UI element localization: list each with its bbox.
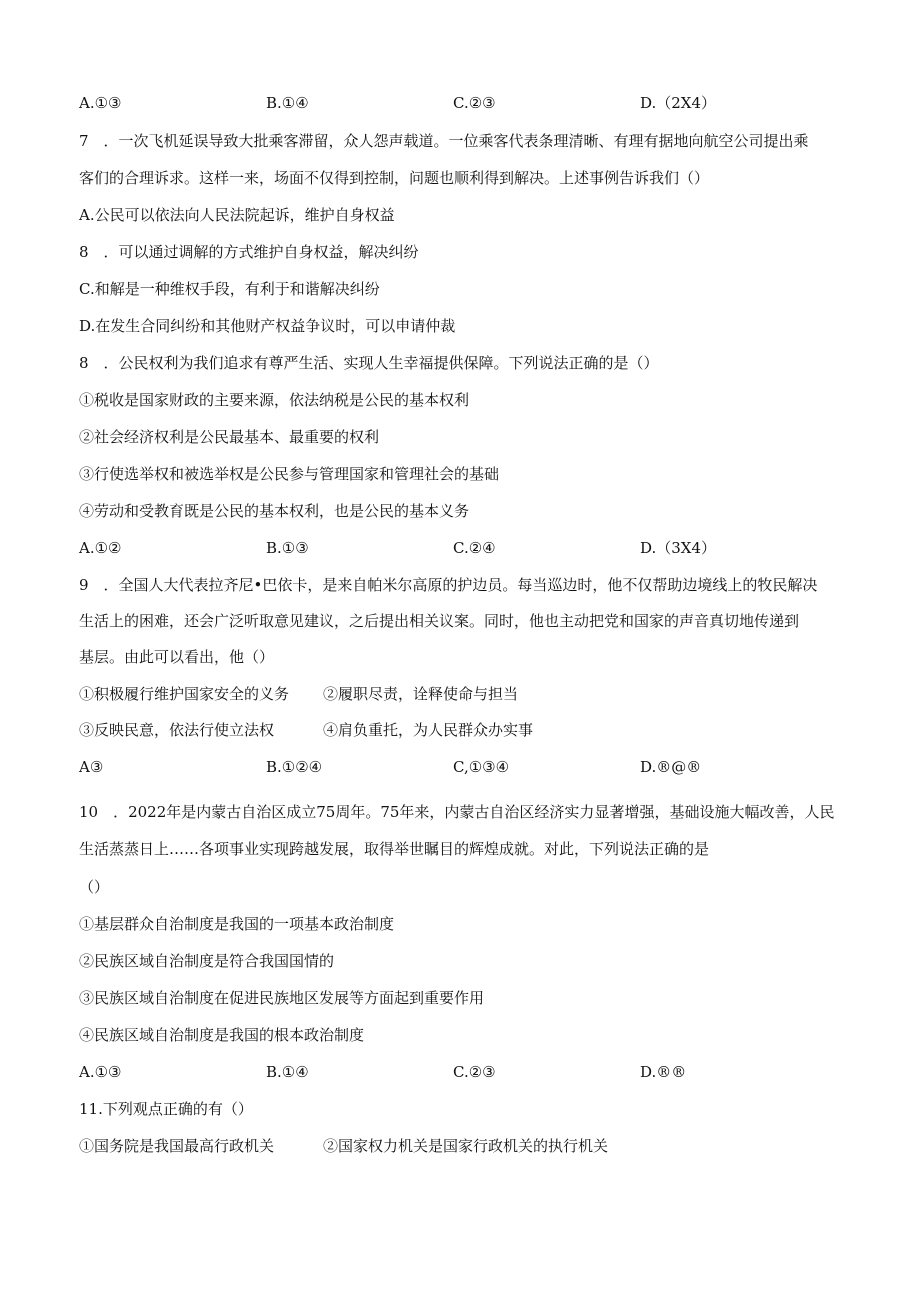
q11-stem: 11.下列观点正确的有（） [79, 1100, 253, 1118]
q9-option-a: A③ [79, 758, 104, 776]
q7-option-d: D.在发生合同纠纷和其他财产权益争议时，可以申请仲裁 [79, 317, 456, 335]
q7-option-b: 8 ．可以通过调解的方式维护自身权益，解决纠纷 [79, 243, 419, 261]
q8-option-b: B.①③ [266, 539, 309, 557]
q8-item-4: ④劳动和受教育既是公民的基本权利，也是公民的基本义务 [79, 502, 470, 520]
q9-item-3: ③反映民意，依法行使立法权 [79, 721, 275, 739]
q6-option-a: A.①③ [79, 94, 122, 112]
q10-option-a: A.①③ [79, 1063, 122, 1081]
q9-stem-line1: 9 ．全国人大代表拉齐尼•巴依卡，是来自帕米尔高原的护边员。每当巡边时，他不仅帮助边境线上的牧民解决 [79, 576, 818, 594]
q10-item-1: ①基层群众自治制度是我国的一项基本政治制度 [79, 915, 395, 933]
q6-option-d: D.（2X4） [640, 94, 717, 112]
q10-stem-line2: 生活蒸蒸日上……各项事业实现跨越发展，取得举世瞩目的辉煌成就。对此，下列说法正确的是 [79, 840, 710, 858]
q9-stem-line2: 生活上的困难，还会广泛听取意见建议，之后提出相关议案。同时，他也主动把党和国家的声音真切地传递到 [79, 612, 800, 630]
q10-option-b: B.①④ [266, 1063, 309, 1081]
q6-option-c: C.②③ [453, 94, 496, 112]
q9-option-c: C,①③④ [453, 758, 510, 776]
q11-item-2: ②国家权力机关是国家行政机关的执行机关 [323, 1137, 609, 1155]
q7-option-c: C.和解是一种维权手段，有利于和谐解决纠纷 [79, 280, 380, 298]
q7-option-a: A.公民可以依法向人民法院起诉，维护自身权益 [79, 206, 395, 224]
q10-option-c: C.②③ [453, 1063, 496, 1081]
q10-stem-line3: （） [79, 878, 110, 896]
q10-item-4: ④民族区域自治制度是我国的根本政治制度 [79, 1026, 365, 1044]
q9-option-b: B.①②④ [266, 758, 323, 776]
q9-item-4: ④肩负重托，为人民群众办实事 [323, 721, 534, 739]
q10-option-d: D.®® [640, 1063, 687, 1081]
q9-item-1: ①积极履行维护国家安全的义务 [79, 685, 290, 703]
q8-stem: 8 ．公民权利为我们追求有尊严生活、实现人生幸福提供保障。下列说法正确的是（） [79, 354, 659, 372]
q8-item-1: ①税收是国家财政的主要来源，依法纳税是公民的基本权利 [79, 391, 470, 409]
q6-option-b: B.①④ [266, 94, 309, 112]
q8-option-d: D.（3X4） [640, 539, 717, 557]
q7-stem-line1: 7 ．一次飞机延误导致大批乘客滞留，众人怨声载道。一位乘客代表条理清晰、有理有据地向航空公司提出乘 [79, 132, 809, 150]
q9-stem-line3: 基层。由此可以看出，他（） [79, 648, 275, 666]
q10-item-3: ③民族区域自治制度在促进民族地区发展等方面起到重要作用 [79, 989, 485, 1007]
q8-item-3: ③行使选举权和被选举权是公民参与管理国家和管理社会的基础 [79, 465, 500, 483]
q11-item-1: ①国务院是我国最高行政机关 [79, 1137, 275, 1155]
q10-stem-line1: 10 ．2022年是内蒙古自治区成立75周年。75年来，内蒙古自治区经济实力显著增强，基础设施大幅改善，人民 [79, 803, 835, 821]
q9-item-2: ②履职尽责，诠释使命与担当 [323, 685, 519, 703]
q8-item-2: ②社会经济权利是公民最基本、最重要的权利 [79, 428, 380, 446]
q7-stem-line2: 客们的合理诉求。这样一来，场面不仅得到控制，问题也顺利得到解决。上述事例告诉我们（） [79, 169, 710, 187]
q10-item-2: ②民族区域自治制度是符合我国国情的 [79, 952, 335, 970]
q8-option-c: C.②④ [453, 539, 496, 557]
q8-option-a: A.①② [79, 539, 122, 557]
q9-option-d: D.®@® [640, 758, 702, 776]
